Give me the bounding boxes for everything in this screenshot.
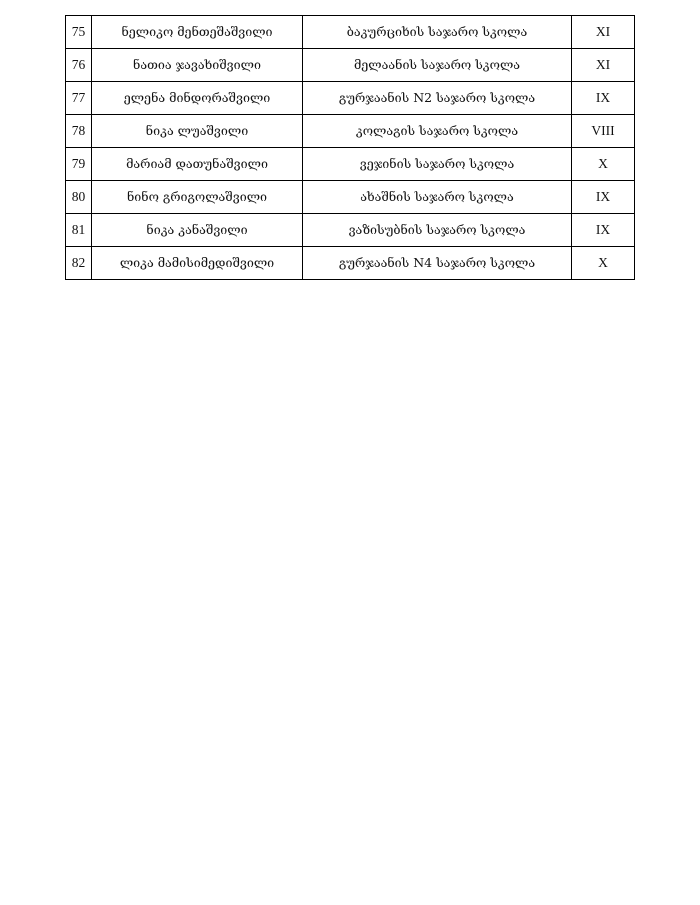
- student-name: მარიამ დათუნაშვილი: [92, 148, 303, 181]
- student-name: ელენა მინდორაშვილი: [92, 82, 303, 115]
- grade: XI: [572, 49, 635, 82]
- grade: IX: [572, 181, 635, 214]
- table-row: [66, 181, 635, 214]
- school-name: მელაანის საჯარო სკოლა: [303, 49, 572, 82]
- row-number: 75: [66, 16, 92, 49]
- row-number: 77: [66, 82, 92, 115]
- student-name: ნინო გრიგოლაშვილი: [92, 181, 303, 214]
- table-row: [66, 214, 635, 247]
- table-row: [66, 148, 635, 181]
- table-row: [66, 82, 635, 115]
- row-number: 81: [66, 214, 92, 247]
- student-roster-table: [65, 15, 635, 280]
- school-name: ვეჯინის საჯარო სკოლა: [303, 148, 572, 181]
- row-number: 79: [66, 148, 92, 181]
- school-name: კოლაგის საჯარო სკოლა: [303, 115, 572, 148]
- student-name: ლიკა მამისიმედიშვილი: [92, 247, 303, 280]
- school-name: გურჯაანის N2 საჯარო სკოლა: [303, 82, 572, 115]
- school-name: გურჯაანის N4 საჯარო სკოლა: [303, 247, 572, 280]
- school-name: ახაშნის საჯარო სკოლა: [303, 181, 572, 214]
- student-name: ნელიკო მენთეშაშვილი: [92, 16, 303, 49]
- grade: IX: [572, 214, 635, 247]
- school-name: ბაკურციხის საჯარო სკოლა: [303, 16, 572, 49]
- student-name: ნიკა კანაშვილი: [92, 214, 303, 247]
- row-number: 82: [66, 247, 92, 280]
- row-number: 80: [66, 181, 92, 214]
- student-name: ნიკა ლუაშვილი: [92, 115, 303, 148]
- grade: X: [572, 247, 635, 280]
- school-name: ვაზისუბნის საჯარო სკოლა: [303, 214, 572, 247]
- grade: IX: [572, 82, 635, 115]
- grade: X: [572, 148, 635, 181]
- row-number: 76: [66, 49, 92, 82]
- grade: XI: [572, 16, 635, 49]
- table-row: [66, 247, 635, 280]
- grade: VIII: [572, 115, 635, 148]
- table-row: [66, 49, 635, 82]
- table-row: [66, 16, 635, 49]
- table-row: [66, 115, 635, 148]
- student-name: ნათია ჯავახიშვილი: [92, 49, 303, 82]
- row-number: 78: [66, 115, 92, 148]
